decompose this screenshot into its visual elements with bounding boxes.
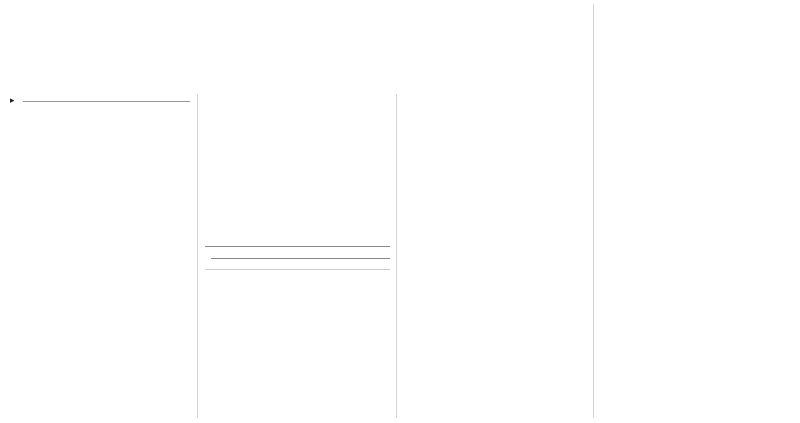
article-column-1 bbox=[10, 108, 190, 418]
column-divider bbox=[197, 94, 198, 418]
column-divider bbox=[593, 4, 594, 418]
subheading-rule bbox=[211, 258, 390, 259]
subheading bbox=[205, 246, 390, 270]
article-column-2-continued bbox=[205, 272, 390, 418]
dateline bbox=[10, 94, 190, 108]
article-column-3 bbox=[402, 94, 587, 418]
article-column-4 bbox=[599, 4, 793, 418]
arrow-icon: ▸ bbox=[10, 96, 15, 106]
dateline-rule bbox=[23, 101, 190, 102]
column-divider bbox=[396, 94, 397, 418]
